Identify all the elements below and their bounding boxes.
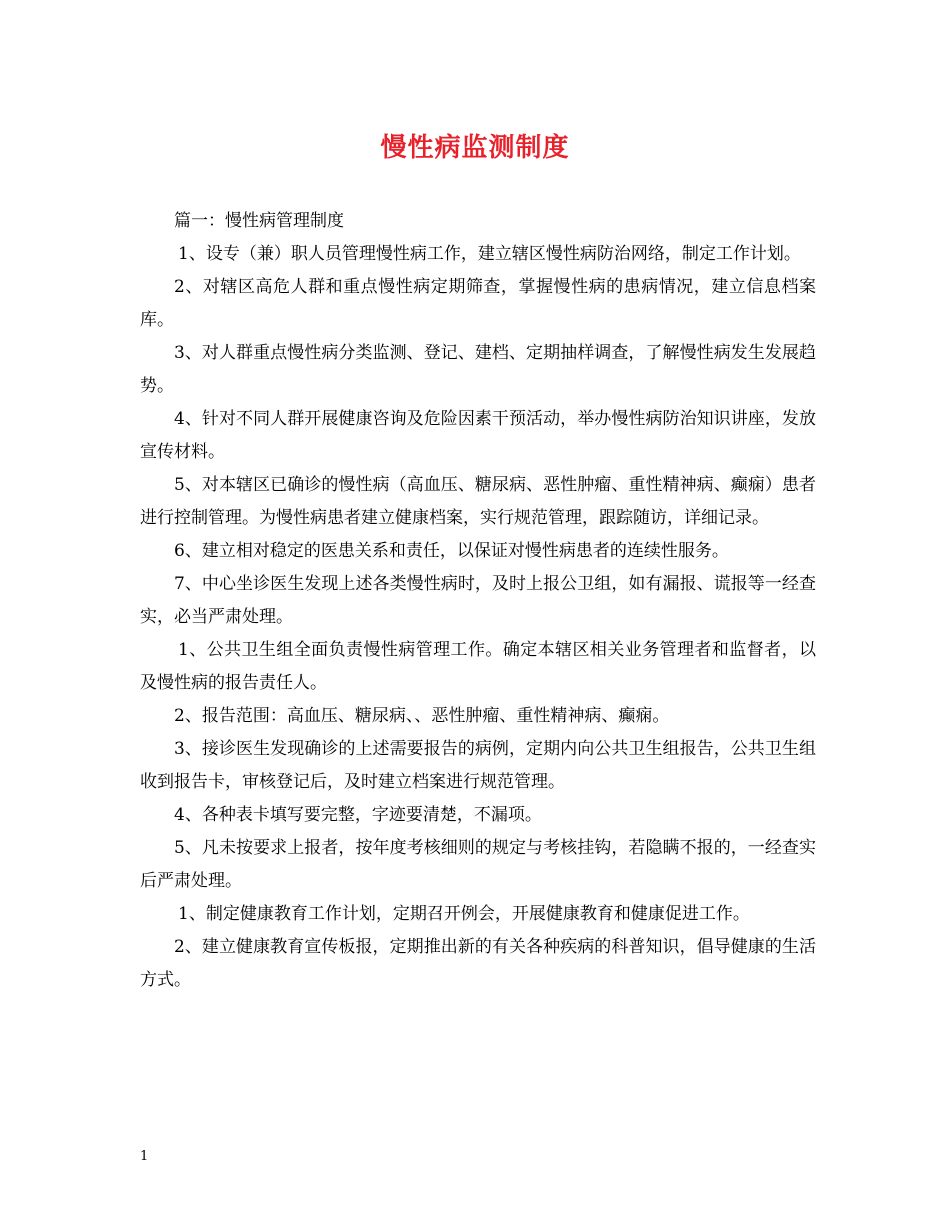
paragraph: 3、接诊医生发现确诊的上述需要报告的病例，定期内向公共卫生组报告，公共卫生组收到报告卡，审核登记后，及时建立档案进行规范管理。: [140, 739, 816, 792]
paragraph: 2、建立健康教育宣传板报，定期推出新的有关各种疾病的科普知识，倡导健康的生活方式。: [140, 937, 816, 990]
paragraph: 1、公共卫生组全面负责慢性病管理工作。确定本辖区相关业务管理者和监督者，以及慢性病的报告责任人。: [140, 640, 816, 693]
paragraph: 6、建立相对稳定的医患关系和责任，以保证对慢性病患者的连续性服务。: [174, 541, 729, 561]
paragraph: 5、对本辖区已确诊的慢性病（高血压、糖尿病、恶性肿瘤、重性精神病、癫痫）患者进行控制管理。为慢性病患者建立健康档案，实行规范管理，跟踪随访，详细记录。: [140, 475, 816, 528]
document-body: [140, 205, 816, 997]
paragraph: 7、中心坐诊医生发现上述各类慢性病时，及时上报公卫组，如有漏报、谎报等一经查实，必当严肃处理。: [140, 574, 816, 627]
section-heading: 篇一：慢性病管理制度: [174, 211, 344, 231]
paragraph: 4、各种表卡填写要完整，字迹要清楚，不漏项。: [174, 805, 542, 825]
paragraph: 4、针对不同人群开展健康咨询及危险因素干预活动，举办慢性病防治知识讲座，发放宣传材料。: [140, 409, 816, 462]
paragraph: 1、设专（兼）职人员管理慢性病工作，建立辖区慢性病防治网络，制定工作计划。: [178, 244, 801, 264]
paragraph: 2、对辖区高危人群和重点慢性病定期筛查，掌握慢性病的患病情况，建立信息档案库。: [140, 277, 816, 330]
document-title: 慢性病监测制度: [380, 133, 570, 163]
paragraph: 3、对人群重点慢性病分类监测、登记、建档、定期抽样调查，了解慢性病发生发展趋势。: [140, 343, 816, 396]
paragraph: 5、凡未按要求上报者，按年度考核细则的规定与考核挂钩，若隐瞒不报的，一经查实后严肃处理。: [140, 838, 816, 891]
page-number: 1: [140, 1149, 149, 1164]
paragraph: 2、报告范围：高血压、糖尿病、、恶性肿瘤、重性精神病、癫痫。: [174, 706, 670, 726]
paragraph: 1、制定健康教育工作计划，定期召开例会，开展健康教育和健康促进工作。: [178, 904, 750, 924]
